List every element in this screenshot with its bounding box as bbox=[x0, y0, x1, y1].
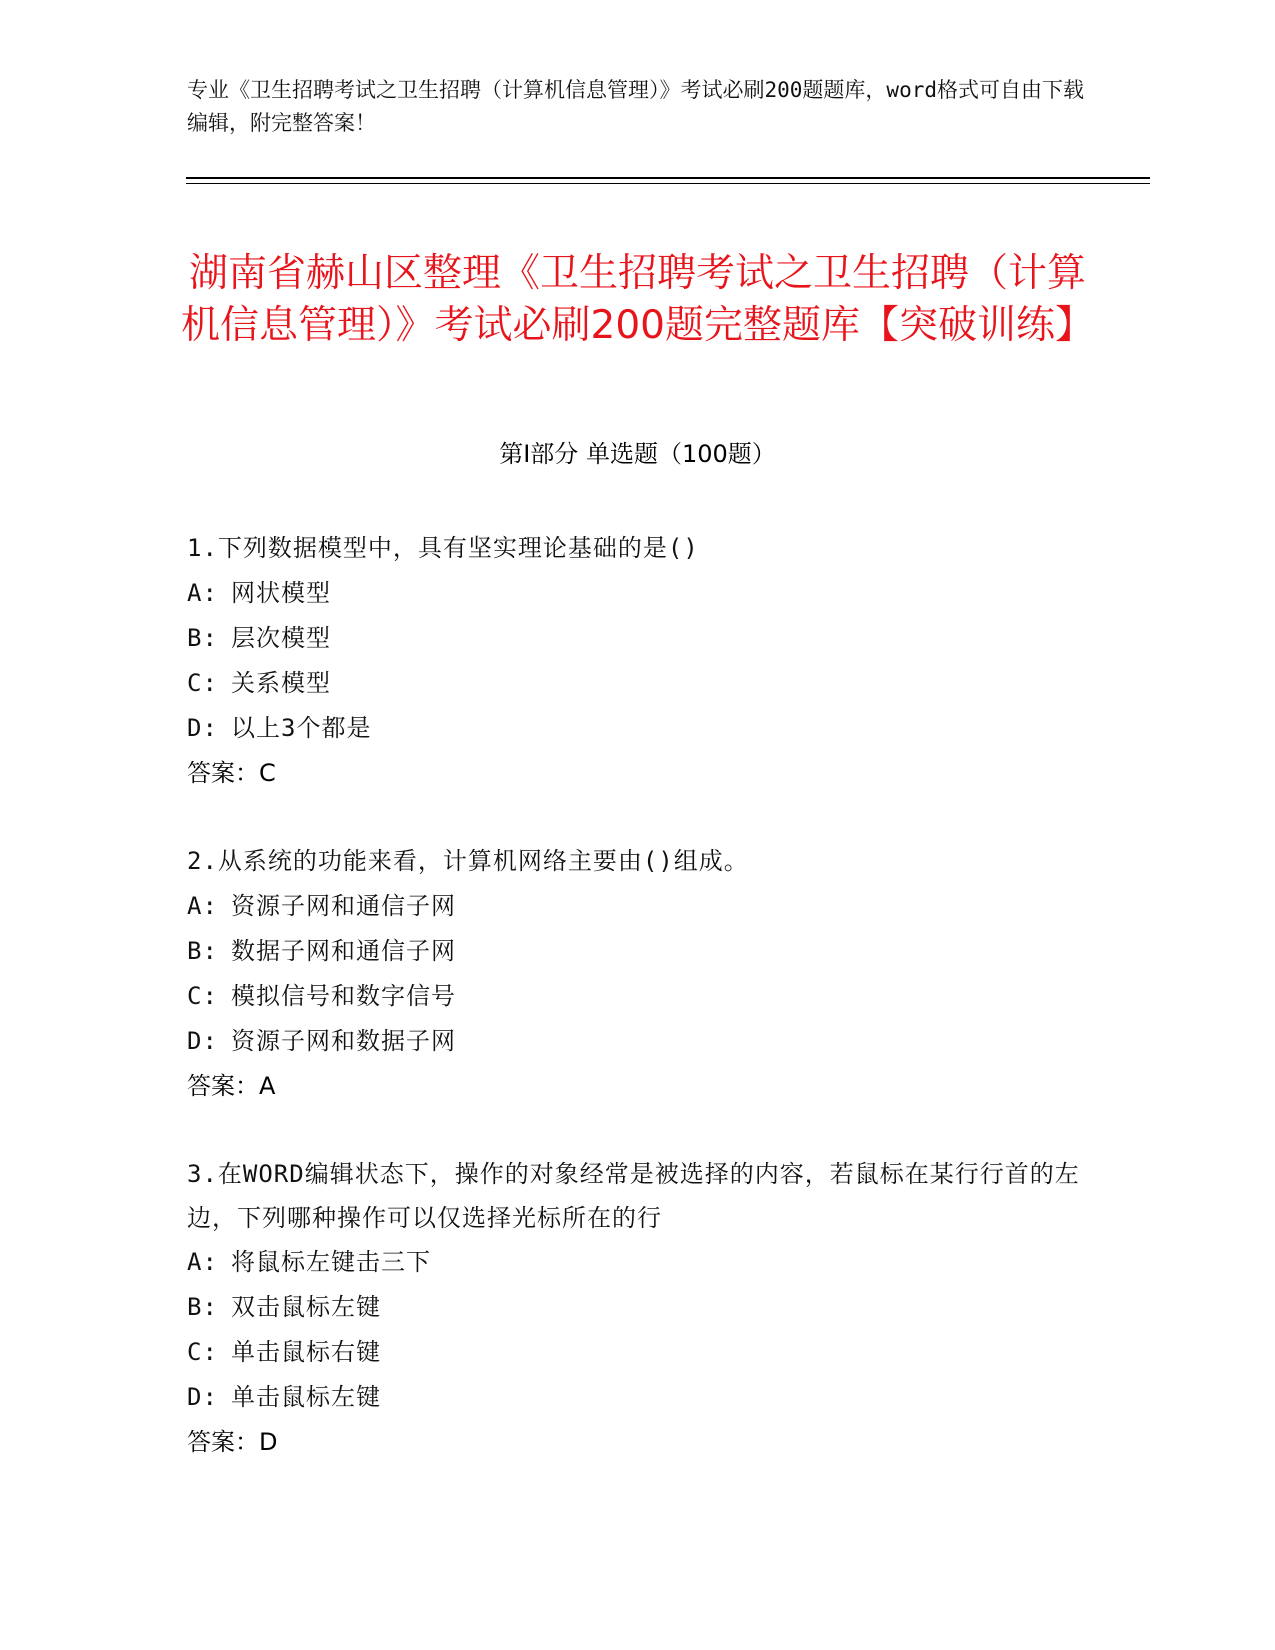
option-a bbox=[187, 884, 1087, 929]
option-text: 数据子网和通信子网 bbox=[231, 937, 456, 965]
option-letter: B: bbox=[187, 937, 218, 965]
option-text: 资源子网和数据子网 bbox=[231, 1027, 456, 1055]
option-letter: A: bbox=[187, 1248, 218, 1276]
answer-line: 答案：C bbox=[187, 759, 276, 787]
option-c bbox=[187, 1330, 1087, 1375]
question-stem: 1.下列数据模型中，具有坚实理论基础的是() bbox=[187, 534, 699, 562]
answer-line: 答案：A bbox=[187, 1072, 276, 1100]
option-letter: C: bbox=[187, 1338, 218, 1366]
option-text: 网状模型 bbox=[231, 579, 331, 607]
option-c bbox=[187, 661, 1087, 706]
option-letter: D: bbox=[187, 1027, 218, 1055]
option-letter: C: bbox=[187, 982, 218, 1010]
option-letter: D: bbox=[187, 1383, 218, 1411]
option-c bbox=[187, 974, 1087, 1019]
option-text: 资源子网和通信子网 bbox=[231, 892, 456, 920]
option-letter: C: bbox=[187, 669, 218, 697]
question-2 bbox=[187, 839, 1087, 1109]
option-text: 单击鼠标右键 bbox=[231, 1338, 381, 1366]
option-text: 单击鼠标左键 bbox=[231, 1383, 381, 1411]
question-list bbox=[187, 526, 1087, 1508]
option-text: 双击鼠标左键 bbox=[231, 1293, 381, 1321]
option-d bbox=[187, 706, 1087, 751]
question-3 bbox=[187, 1152, 1087, 1465]
option-a bbox=[187, 1240, 1087, 1285]
option-letter: D: bbox=[187, 714, 218, 742]
option-text: 将鼠标左键击三下 bbox=[231, 1248, 431, 1276]
header-divider-thick bbox=[186, 177, 1150, 179]
option-text: 层次模型 bbox=[231, 624, 331, 652]
option-letter: B: bbox=[187, 1293, 218, 1321]
option-a bbox=[187, 571, 1087, 616]
option-b bbox=[187, 616, 1087, 661]
option-text: 关系模型 bbox=[231, 669, 331, 697]
option-d bbox=[187, 1375, 1087, 1420]
section-title: 第I部分 单选题（100题） bbox=[499, 440, 776, 468]
question-1 bbox=[187, 526, 1087, 796]
answer-line: 答案：D bbox=[187, 1428, 278, 1456]
option-text: 以上3个都是 bbox=[231, 714, 372, 742]
option-letter: A: bbox=[187, 892, 218, 920]
header-divider-thin bbox=[186, 183, 1150, 184]
question-stem: 2.从系统的功能来看，计算机网络主要由()组成。 bbox=[187, 847, 749, 875]
question-stem: 3.在WORD编辑状态下，操作的对象经常是被选择的内容，若鼠标在某行行首的左边，下列哪种操作可以仅选择光标所在的行 bbox=[187, 1160, 1080, 1232]
option-text: 模拟信号和数字信号 bbox=[231, 982, 456, 1010]
option-letter: A: bbox=[187, 579, 218, 607]
option-d bbox=[187, 1019, 1087, 1064]
document-title: 湖南省赫山区整理《卫生招聘考试之卫生招聘（计算机信息管理）》考试必刷200题完整题库【突破训练】 bbox=[181, 251, 1094, 349]
option-b bbox=[187, 1285, 1087, 1330]
option-letter: B: bbox=[187, 624, 218, 652]
header-note: 专业《卫生招聘考试之卫生招聘（计算机信息管理）》考试必刷200题题库，word格式可自由下载编辑，附完整答案！ bbox=[187, 78, 1084, 135]
option-b bbox=[187, 929, 1087, 974]
